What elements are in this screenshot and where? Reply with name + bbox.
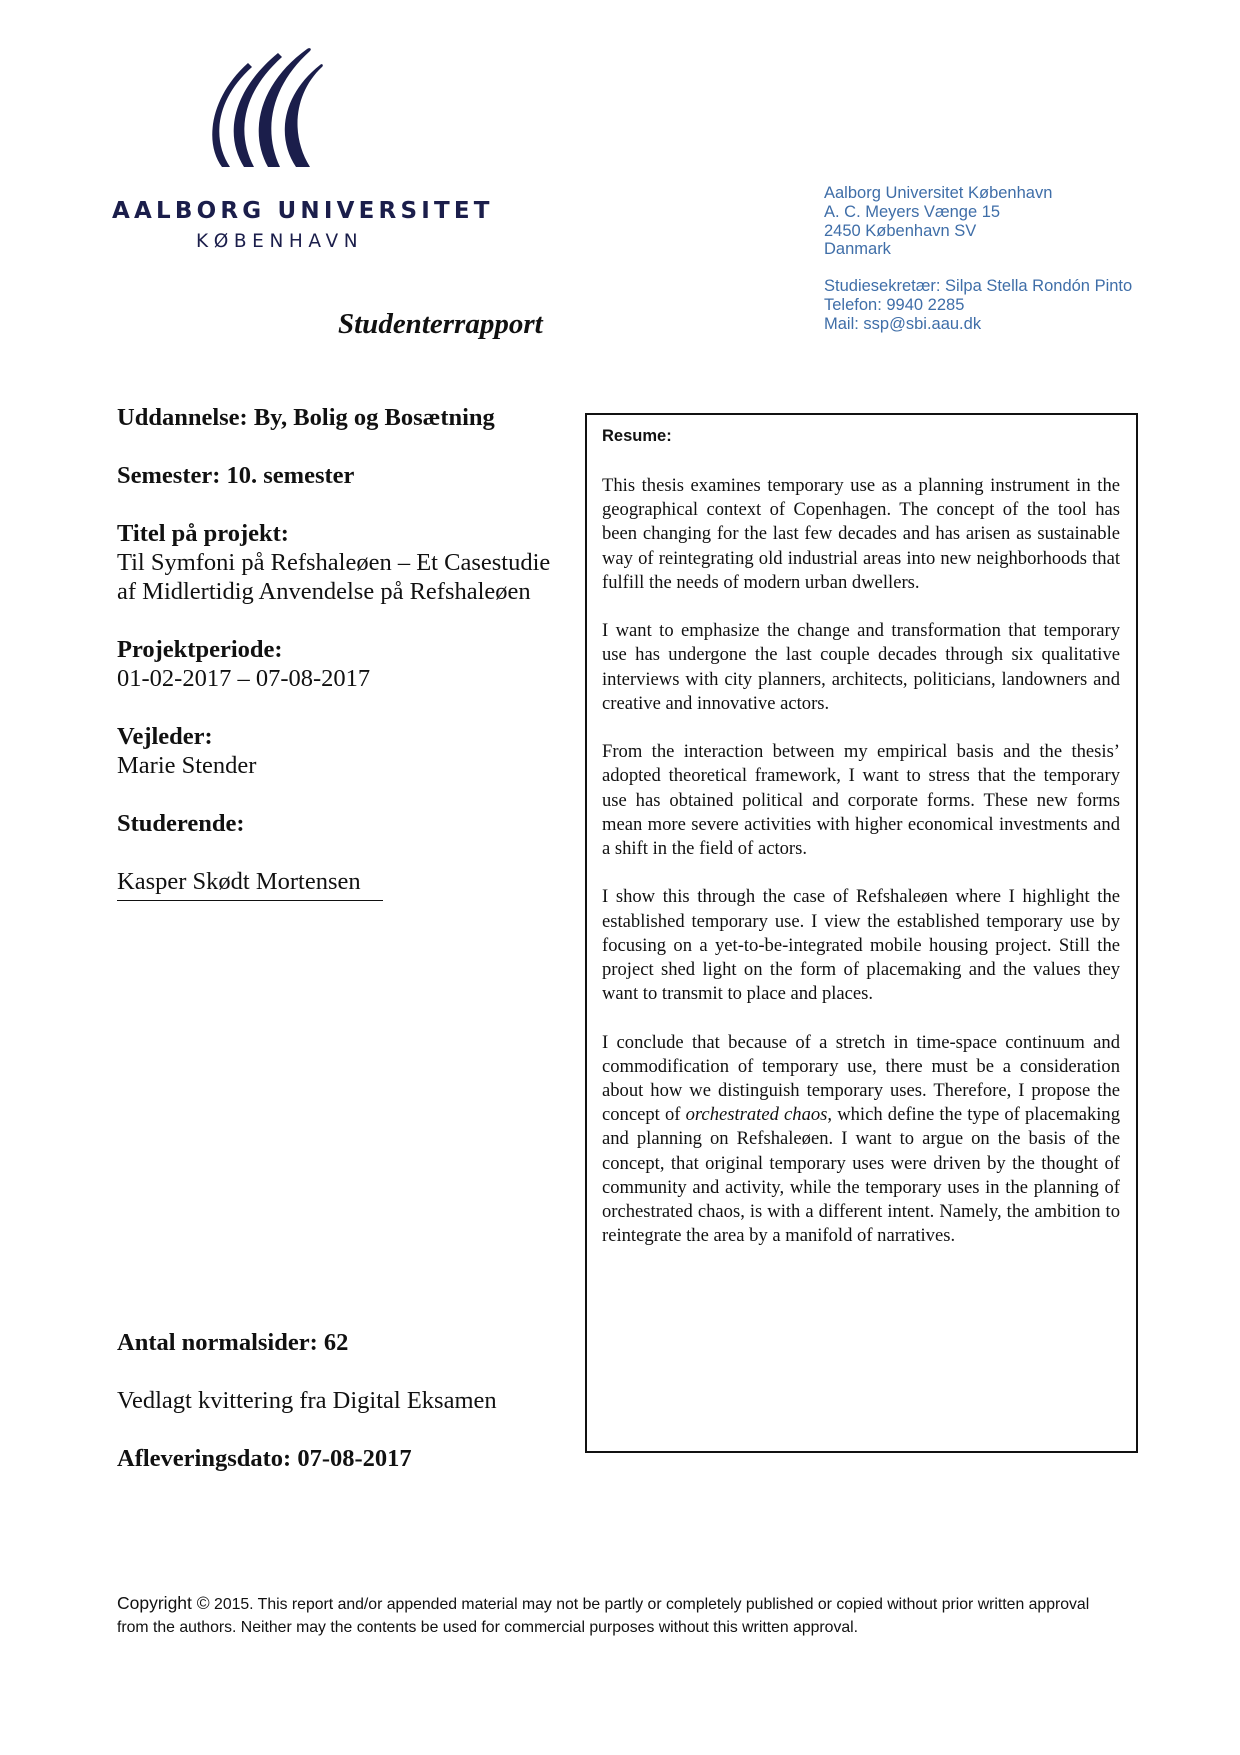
university-name: AALBORG UNIVERSITET	[112, 198, 494, 224]
contact-line: 2450 København SV	[824, 221, 977, 240]
resume-paragraph: This thesis examines temporary use as a planning instrument in the geographical context of Copenhagen. The concept of the tool has been changing for the last few decades and has arisen as sustainable way of reintegrating old industrial areas into new neighborhoods that fulfill the needs of modern urban dwellers.	[602, 475, 1120, 593]
resume-text: I conclude that because of a stretch in time-space continuum and commodification of temporary use, there must be a consideration about how we distinguish temporary uses. Therefore, I propose the concept of	[602, 1031, 1120, 1126]
copyright-notice	[117, 1592, 1117, 1639]
page-count: Antal normalsider: 62	[117, 1329, 349, 1356]
resume-paragraph	[602, 1031, 1120, 1249]
resume-heading: Resume:	[602, 427, 672, 445]
signature-line	[117, 900, 383, 901]
resume-paragraph: From the interaction between my empirical basis and the thesis’ adopted theoretical framework, I want to stress that the temporary use has obtained political and corporate forms. These new forms mean more severe activities with higher economical investments and a shift in the field of actors.	[602, 741, 1120, 860]
education-field: Uddannelse: By, Bolig og Bosætning	[117, 404, 495, 431]
resume-text: , which define the type of placemaking and planning on Refshaleøen. I want to argue on the basis of the concept, that original temporary uses were driven by the thought of community and activity, while the temporary uses in the planning of orchestrated chaos, is with a different intent. Namely, the ambition to reintegrate the area by a manifold of narratives.	[602, 1104, 1121, 1247]
report-title: Studenterrapport	[338, 308, 543, 340]
report-submission-info	[117, 1328, 557, 1502]
contact-mail: Mail: ssp@sbi.aau.dk	[824, 314, 982, 333]
contact-secretary: Studiesekretær: Silpa Stella Rondón Pinto	[824, 277, 1133, 296]
period-label: Projektperiode:	[117, 636, 283, 663]
contact-phone: Telefon: 9940 2285	[824, 295, 965, 314]
receipt-note: Vedlagt kvittering fra Digital Eksamen	[117, 1387, 497, 1414]
contact-block	[824, 184, 1204, 334]
resume-italic-term: orchestrated chaos	[685, 1104, 828, 1126]
aau-wave-logo-icon	[210, 45, 330, 167]
resume-paragraph: I show this through the case of Refshaleøen where I highlight the established temporary use. I view the established temporary use by focusing on a yet-to-be-integrated mobile housing project. Still the project shed light on the form of placemaking and the values they want to transmit to place and places.	[602, 886, 1120, 1005]
supervisor-label: Vejleder:	[117, 723, 213, 750]
copyright-text: 2015. This report and/or appended material may not be partly or completely published or copied without prior written approval from the authors. Neither may the contents be used for commercial purposes without this written approval.	[117, 1596, 1090, 1636]
students-label: Studerende:	[117, 810, 245, 837]
report-details	[117, 403, 557, 901]
contact-line: A. C. Meyers Vænge 15	[824, 202, 1001, 221]
project-title-label: Titel på projekt:	[117, 520, 289, 547]
project-title-value: Til Symfoni på Refshaleøen – Et Casestudie af Midlertidig Anvendelse på Refshaleøen	[117, 549, 551, 605]
contact-line: Danmark	[824, 240, 891, 259]
contact-spacer	[824, 259, 1204, 277]
resume-box	[585, 413, 1138, 1453]
student-name: Kasper Skødt Mortensen	[117, 868, 361, 895]
period-value: 01-02-2017 – 07-08-2017	[117, 665, 371, 692]
copyright-word: Copyright ©	[117, 1593, 210, 1613]
supervisor-value: Marie Stender	[117, 752, 257, 779]
contact-line: Aalborg Universitet København	[824, 184, 1053, 202]
semester-field: Semester: 10. semester	[117, 462, 355, 489]
resume-paragraph: I want to emphasize the change and transformation that temporary use has undergone the last couple decades through six qualitative interviews with city planners, architects, politicians, landowners and creative and innovative actors.	[602, 620, 1120, 714]
university-campus: KØBENHAVN	[196, 231, 364, 252]
delivery-date: Afleveringsdato: 07-08-2017	[117, 1445, 412, 1472]
